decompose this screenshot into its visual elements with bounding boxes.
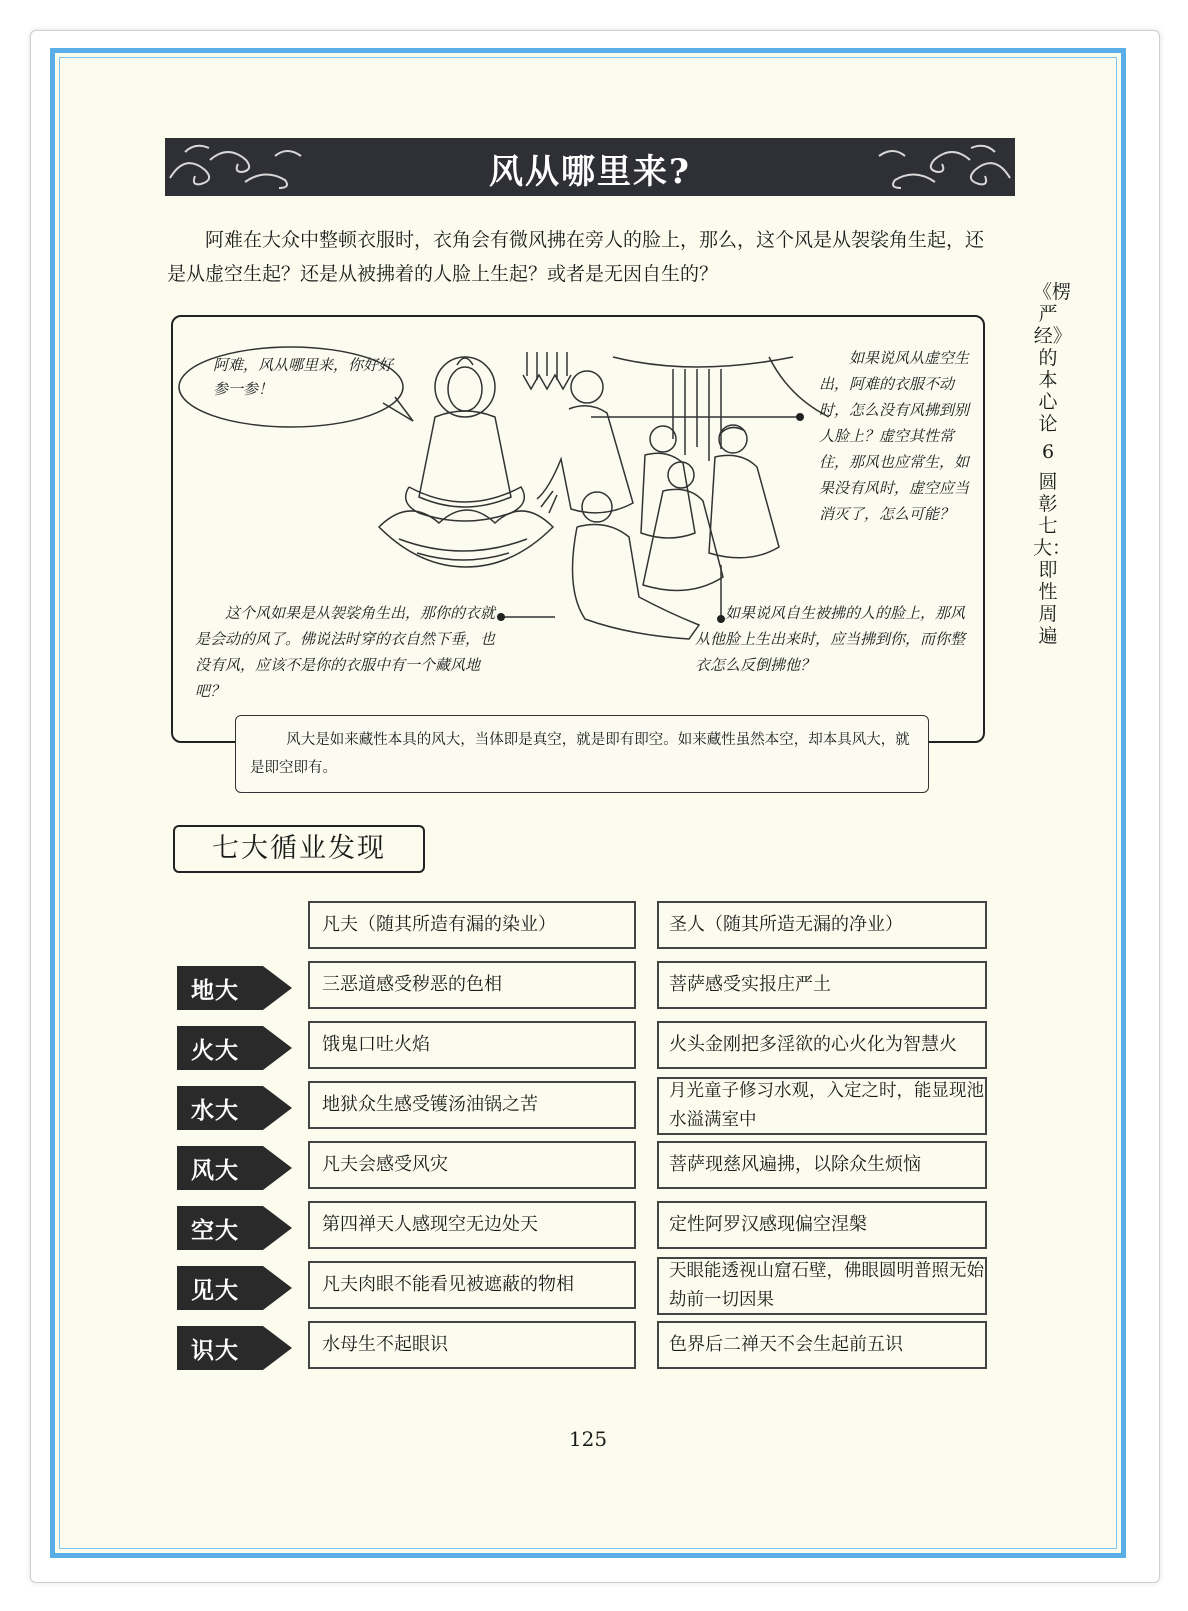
row-label-text: 空大 <box>191 1218 239 1244</box>
cell-sage: 色界后二禅天不会生起前五识 <box>657 1321 987 1369</box>
page-number: 125 <box>568 1427 608 1451</box>
table-row <box>177 1021 997 1071</box>
row-label <box>177 1266 292 1310</box>
cell-ordinary: 凡夫会感受风灾 <box>308 1141 636 1189</box>
banner-title: 风从哪里来? <box>489 152 691 192</box>
book-page <box>50 48 1126 1558</box>
running-header-chapter: 6 <box>1041 441 1055 463</box>
table-row <box>177 961 997 1011</box>
row-label <box>177 1026 292 1070</box>
cell-sage: 菩萨感受实报庄严土 <box>657 961 987 1009</box>
row-label-text: 火大 <box>191 1038 239 1064</box>
table-row <box>177 1321 997 1371</box>
header-ordinary: 凡夫（随其所造有漏的染业） <box>308 901 636 949</box>
cell-sage: 菩萨现慈风遍拂，以除众生烦恼 <box>657 1141 987 1189</box>
row-label-text: 见大 <box>191 1278 239 1304</box>
cell-ordinary: 地狱众生感受镬汤油锅之苦 <box>308 1081 636 1129</box>
summary-box: 风大是如来藏性本具的风大，当体即是真空，就是即有即空。如来藏性虽然本空，却本具风大，就是即空即有。 <box>235 715 929 793</box>
row-label-text: 水大 <box>191 1098 239 1124</box>
vertical-running-header <box>1033 281 1072 647</box>
note-face-origin: 如果说风自生被拂的人的脸上，那风从他脸上生出来时，应当拂到你，而你整衣怎么反倒拂他？ <box>695 604 966 674</box>
table-row <box>177 1141 997 1191</box>
cell-ordinary: 饿鬼口吐火焰 <box>308 1021 636 1069</box>
running-header-section: 圆彰七大：即性周遍 <box>1033 471 1072 647</box>
row-label <box>177 966 292 1010</box>
section-title: 七大循业发现 <box>173 825 425 873</box>
row-label <box>177 1326 292 1370</box>
table-row <box>177 1081 997 1131</box>
row-label-text: 风大 <box>191 1158 239 1184</box>
cell-sage: 定性阿罗汉感现偏空涅槃 <box>657 1201 987 1249</box>
cell-ordinary: 水母生不起眼识 <box>308 1321 636 1369</box>
row-label <box>177 1146 292 1190</box>
header-sage: 圣人（随其所造无漏的净业） <box>657 901 987 949</box>
running-header-book: 《楞严经》的本心论 <box>1033 281 1072 435</box>
cell-sage: 天眼能透视山窟石壁，佛眼圆明普照无始劫前一切因果 <box>657 1257 987 1315</box>
illustration-panel <box>171 315 985 743</box>
table-row <box>177 1261 997 1311</box>
row-label-text: 地大 <box>191 978 239 1004</box>
cell-ordinary: 凡夫肉眼不能看见被遮蔽的物相 <box>308 1261 636 1309</box>
cell-ordinary: 三恶道感受秽恶的色相 <box>308 961 636 1009</box>
row-label-text: 识大 <box>191 1338 239 1364</box>
buddha-speech-bubble: 阿难，风从哪里来，你好好参一参！ <box>213 356 394 398</box>
table-row <box>177 1201 997 1251</box>
cell-ordinary: 第四禅天人感现空无边处天 <box>308 1201 636 1249</box>
title-banner <box>165 138 1015 196</box>
row-label <box>177 1206 292 1250</box>
note-robe-origin: 这个风如果是从袈裟角生出，那你的衣就是会动的风了。佛说法时穿的衣自然下垂，也没有风，应该不是你的衣服中有一个藏风地吧？ <box>195 604 496 700</box>
row-label <box>177 1086 292 1130</box>
note-void-origin: 如果说风从虚空生出，阿难的衣服不动时，怎么没有风拂到别人脸上？虚空其性常住，那风也应常生，如果没有风时，虚空应当消灭了，怎么可能？ <box>819 349 970 523</box>
intro-paragraph: 阿难在大众中整顿衣服时，衣角会有微风拂在旁人的脸上，那么，这个风是从袈裟角生起，还是从虚空生起？还是从被拂着的人脸上生起？或者是无因自生的？ <box>167 229 985 285</box>
cell-sage: 火头金刚把多淫欲的心火化为智慧火 <box>657 1021 987 1069</box>
table-header-row <box>177 901 997 951</box>
cell-sage: 月光童子修习水观，入定之时，能显现池水溢满室中 <box>657 1077 987 1135</box>
